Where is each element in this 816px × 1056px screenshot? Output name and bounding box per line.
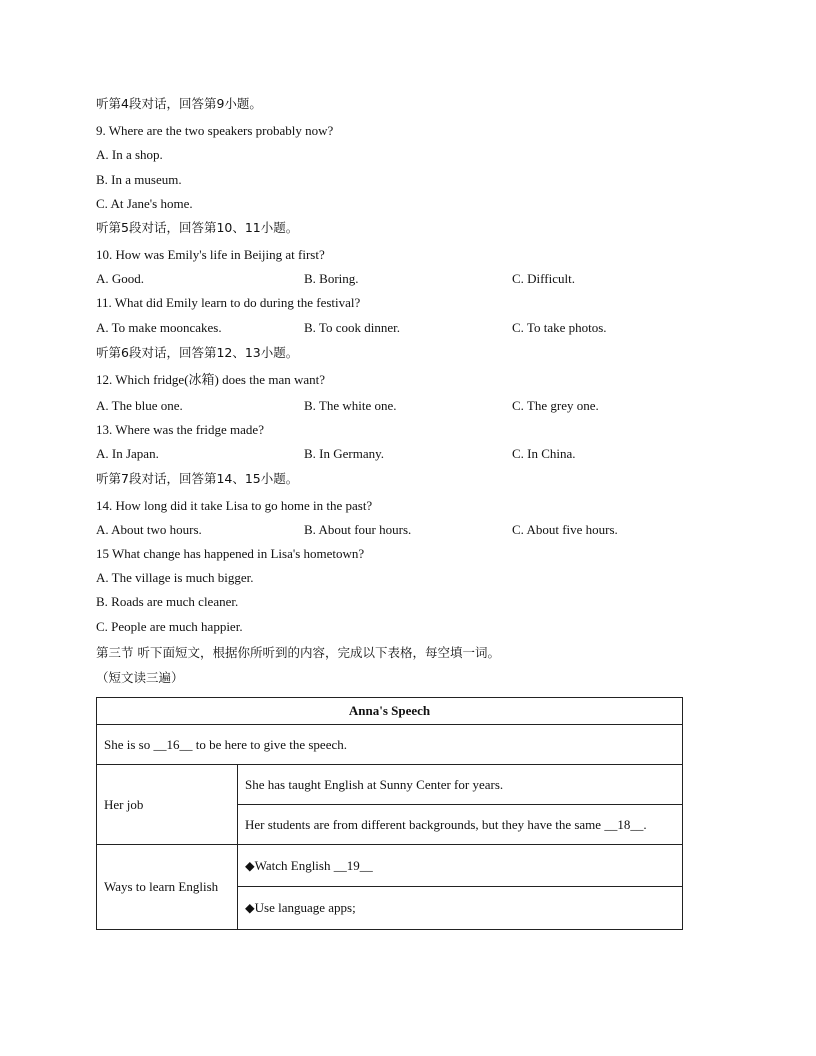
- ways-line-1-before: Watch English: [254, 857, 334, 873]
- q11-option-c: C. To take photos.: [512, 320, 607, 335]
- blank-16: __16__: [153, 736, 193, 752]
- q11-option-b: B. To cook dinner.: [304, 320, 400, 335]
- part3-note: （短文读三遍）: [96, 670, 184, 685]
- section7-heading: 听第7段对话，回答第14、15小题。: [96, 471, 299, 486]
- q11-option-a: A. To make mooncakes.: [96, 320, 222, 335]
- q14-option-c: C. About five hours.: [512, 522, 618, 537]
- q14-option-a: A. About two hours.: [96, 522, 202, 537]
- part3-heading: 第三节 听下面短文，根据你所听到的内容，完成以下表格，每空填一词。: [96, 645, 500, 660]
- diamond-bullet-icon: ◆: [245, 900, 255, 915]
- q9-option-b: B. In a museum.: [96, 172, 182, 187]
- q10-option-a: A. Good.: [96, 271, 145, 286]
- table-row-feeling: [97, 725, 683, 765]
- ways-line-2-text: Use language apps;: [254, 900, 356, 915]
- question-15: 15 What change has happened in Lisa's hometown?: [96, 546, 365, 561]
- diamond-bullet-icon: ◆: [245, 857, 255, 873]
- job-line-2-before: Her students are from different backgrounds, but they have the same: [245, 816, 605, 832]
- q14-option-b: B. About four hours.: [304, 522, 412, 537]
- job-line-2: [238, 805, 683, 845]
- row1-text-before: She is so: [104, 736, 154, 752]
- row1-text-after: to be here to give the speech.: [192, 736, 347, 752]
- q10-option-b: B. Boring.: [304, 271, 359, 286]
- table-title: Anna's Speech: [97, 698, 683, 725]
- section4-heading: 听第4段对话，回答第9小题。: [96, 96, 262, 111]
- q13-option-a: A. In Japan.: [96, 446, 159, 461]
- question-11: 11. What did Emily learn to do during the festival?: [96, 295, 361, 310]
- her-job-label: Her job: [97, 765, 238, 845]
- ways-label: Ways to learn English: [97, 845, 238, 930]
- q9-option-c: C. At Jane's home.: [96, 196, 193, 211]
- blank-19: __19__: [333, 857, 373, 873]
- blank-18: __18__: [604, 816, 644, 832]
- anna-speech-table: [96, 697, 683, 930]
- q15-option-a: A. The village is much bigger.: [96, 570, 254, 585]
- question-14: 14. How long did it take Lisa to go home in the past?: [96, 498, 373, 513]
- question-13: 13. Where was the fridge made?: [96, 422, 264, 437]
- q10-option-c: C. Difficult.: [512, 271, 575, 286]
- question-12: 12. Which fridge(冰箱) does the man want?: [96, 372, 325, 387]
- question-10: 10. How was Emily's life in Beijing at first?: [96, 247, 325, 262]
- q15-option-c: C. People are much happier.: [96, 619, 243, 634]
- job-line-2-after: .: [643, 816, 647, 832]
- question-9: 9. Where are the two speakers probably now?: [96, 123, 334, 138]
- q9-option-a: A. In a shop.: [96, 147, 163, 162]
- q15-option-b: B. Roads are much cleaner.: [96, 594, 239, 609]
- q12-option-c: C. The grey one.: [512, 398, 599, 413]
- section5-heading: 听第5段对话，回答第10、11小题。: [96, 220, 299, 235]
- q12-option-b: B. The white one.: [304, 398, 397, 413]
- job-line-1: She has taught English at Sunny Center for years.: [238, 765, 683, 805]
- q13-option-c: C. In China.: [512, 446, 576, 461]
- q13-option-b: B. In Germany.: [304, 446, 385, 461]
- ways-line-2: [238, 887, 683, 930]
- section6-heading: 听第6段对话，回答第12、13小题。: [96, 345, 299, 360]
- q12-option-a: A. The blue one.: [96, 398, 183, 413]
- ways-line-1: [238, 845, 683, 887]
